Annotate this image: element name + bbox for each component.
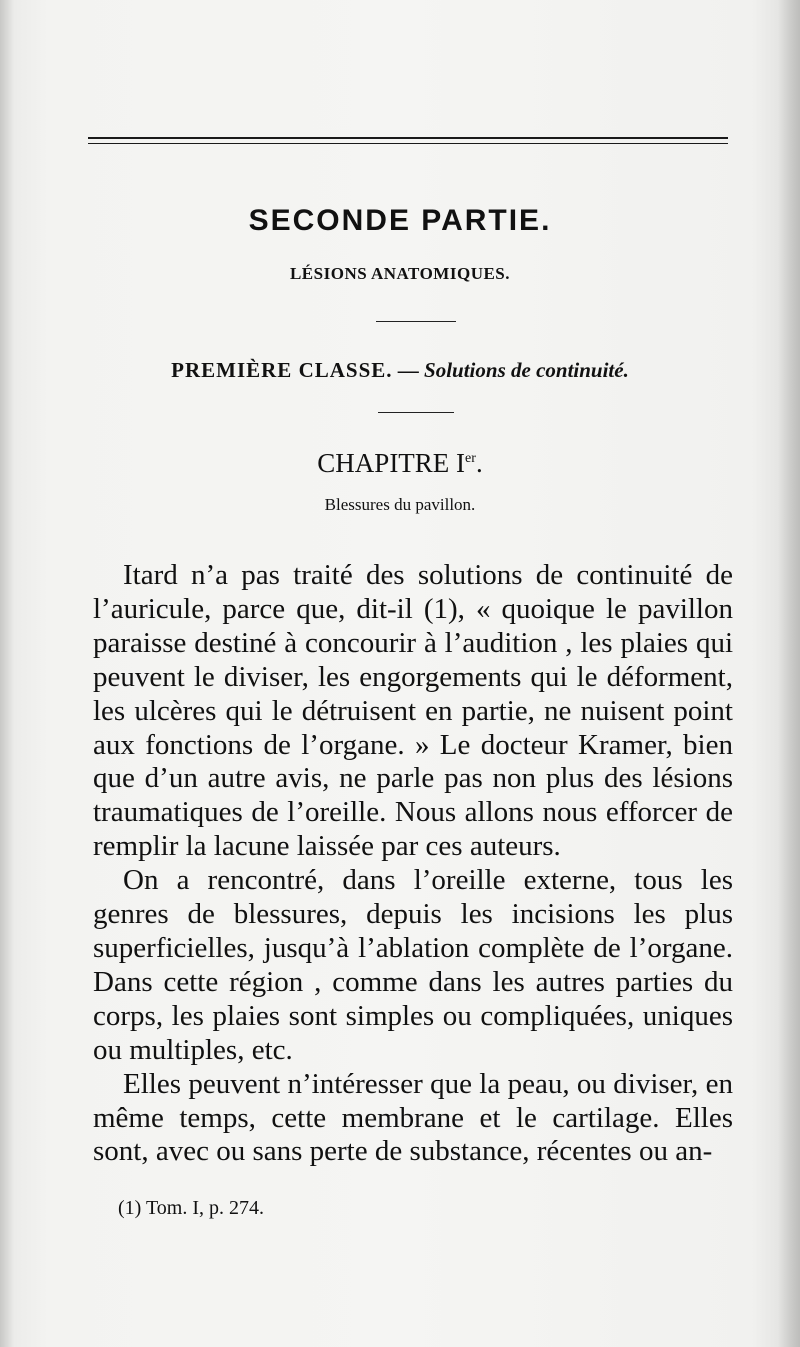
section-divider [378, 412, 454, 413]
page-edge-shadow-right [778, 0, 800, 1347]
paragraph: Elles peuvent n’intéresser que la peau, ou diviser, en même temps, cette membrane et le cartilage. Elles sont, avec ou sans perte de substance, récentes ou an- [93, 1067, 733, 1168]
chapter-title-period: . [475, 448, 483, 478]
section-divider [376, 321, 456, 322]
part-subtitle: LÉSIONS ANATOMIQUES. [289, 264, 511, 283]
chapter-title-superscript: er [465, 451, 476, 466]
class-label: PREMIÈRE CLASSE. [171, 358, 393, 382]
part-title: SECONDE PARTIE. [248, 204, 552, 237]
chapter-title-text: CHAPITRE I [317, 448, 466, 478]
chapter-title [0, 448, 800, 479]
class-title: Solutions de continuité. [424, 358, 629, 382]
header-double-rule [88, 137, 728, 144]
body-text [93, 559, 733, 1169]
class-separator: — [392, 358, 425, 382]
chapter-subtitle: Blessures du pavillon. [324, 495, 476, 514]
footnote: (1) Tom. I, p. 274. [118, 1197, 264, 1219]
paragraph: Itard n’a pas traité des solutions de continuité de l’auricule, parce que, dit-il (1), « quoique le pavillon paraisse destiné à concourir à l’audition , les plaies qui peuvent le diviser, les engorgements qui le déforment, les ulcères qui le détruisent en partie, ne nuisent point aux fonctions de l’organe. » Le docteur Kramer, bien que d’un autre avis, ne parle pas non plus des lésions traumatiques de l’oreille. Nous allons nous efforcer de remplir la lacune laissée par ces auteurs. [93, 559, 733, 863]
paragraph: On a rencontré, dans l’oreille externe, tous les genres de blessures, depuis les incisions les plus superficielles, jusqu’à l’ablation complète de l’organe. Dans cette région , comme dans les autres parties du corps, les plaies sont simples ou compliquées, uniques ou multiples, etc. [93, 864, 733, 1066]
page-edge-shadow-left [0, 0, 14, 1347]
class-heading [0, 358, 800, 383]
